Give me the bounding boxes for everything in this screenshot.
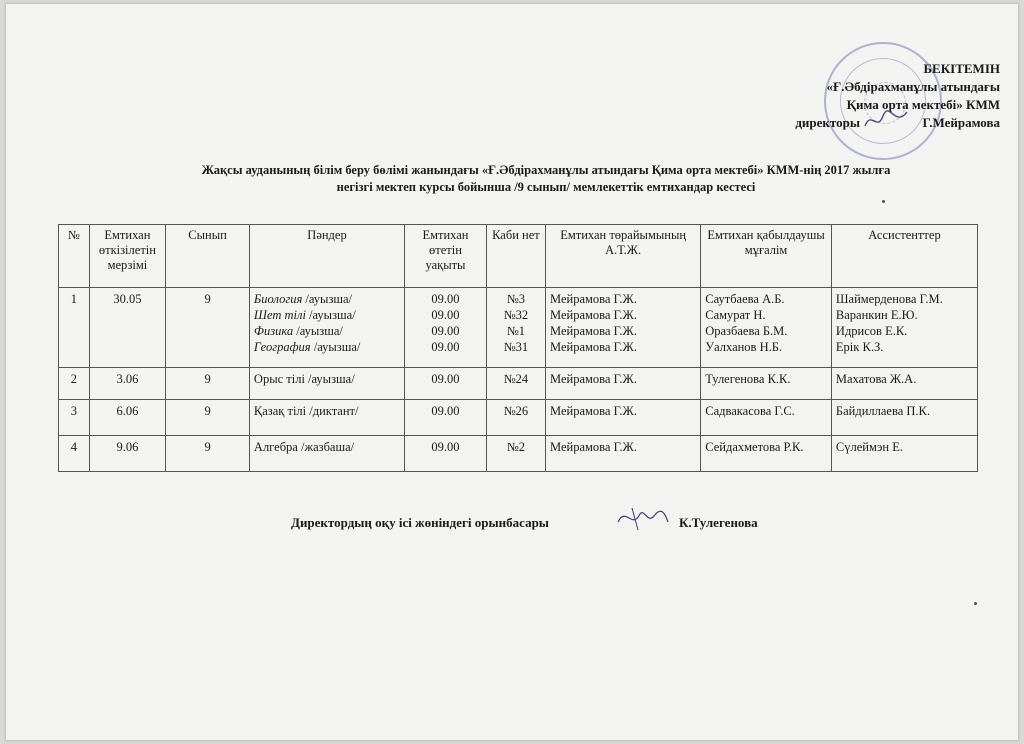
table-header-row bbox=[59, 225, 978, 288]
director-signature bbox=[861, 106, 911, 134]
title-line-2: негізгі мектеп курсы бойынша /9 сынып/ мемлекеттік емтихандар кестесі bbox=[336, 180, 756, 194]
table-row bbox=[59, 368, 978, 400]
assistant-item: Шаймерденова Г.М. bbox=[835, 292, 943, 306]
subject-mode: /ауызша/ bbox=[310, 340, 361, 354]
row-room: №24 bbox=[486, 368, 545, 400]
row-time: 09.00 bbox=[405, 368, 487, 400]
row-number: 3 bbox=[59, 400, 90, 436]
row-chairs bbox=[546, 288, 701, 368]
table-row bbox=[59, 400, 978, 436]
row-teachers bbox=[701, 288, 832, 368]
header-grade: Сынып bbox=[166, 225, 250, 288]
header-teacher: Емтихан қабылдаушы мұғалім bbox=[701, 225, 832, 288]
row-subject: Қазақ тілі /диктант/ bbox=[249, 400, 404, 436]
document-title bbox=[76, 162, 1016, 196]
time-item: 09.00 bbox=[431, 308, 460, 322]
subject-name: Шет тілі bbox=[253, 308, 306, 322]
time-item: 09.00 bbox=[431, 292, 460, 306]
exam-schedule-table bbox=[58, 224, 978, 472]
row-assistant: Сүлеймэн Е. bbox=[831, 436, 977, 472]
assistant-item: Ерік К.З. bbox=[835, 340, 884, 354]
row-date: 30.05 bbox=[89, 288, 166, 368]
header-chair: Емтихан төрайымының А.Т.Ж. bbox=[546, 225, 701, 288]
approval-director-name: Г.Мейрамова bbox=[922, 115, 1000, 130]
subject-mode: /ауызша/ bbox=[293, 324, 343, 338]
row-date: 9.06 bbox=[89, 436, 166, 472]
subject-item bbox=[254, 339, 400, 355]
row-time: 09.00 bbox=[405, 400, 487, 436]
row-grade: 9 bbox=[166, 400, 250, 436]
subject-item bbox=[254, 307, 400, 323]
deputy-director-role: Директордың оқу ісі жөніндегі орынбасары bbox=[291, 515, 549, 530]
row-chair: Мейрамова Г.Ж. bbox=[546, 436, 701, 472]
row-times bbox=[405, 288, 487, 368]
teacher-item: Саутбаева А.Б. bbox=[705, 292, 785, 306]
approval-school-line-2: Қима орта мектебі» КММ bbox=[846, 97, 1000, 112]
teacher-item: Уалханов Н.Б. bbox=[705, 340, 783, 354]
header-date: Емтихан өткізілетін мерзімі bbox=[89, 225, 166, 288]
row-number: 1 bbox=[59, 288, 90, 368]
row-rooms bbox=[486, 288, 545, 368]
header-number: № bbox=[59, 225, 90, 288]
row-chair: Мейрамова Г.Ж. bbox=[546, 368, 701, 400]
chair-item: Мейрамова Г.Ж. bbox=[550, 292, 637, 306]
subject-name: Биология bbox=[253, 292, 303, 306]
title-line-1: Жақсы ауданының білім беру бөлімі жанындағы «Ғ.Әбдірахманұлы атындағы Қима орта мектебі» КММ-нің 2017 жылға bbox=[201, 163, 891, 177]
subject-item bbox=[254, 291, 400, 307]
teacher-item: Самурат Н. bbox=[705, 308, 766, 322]
chair-item: Мейрамова Г.Ж. bbox=[550, 340, 637, 354]
subject-name: Физика bbox=[253, 324, 294, 338]
row-subject: Алгебра /жазбаша/ bbox=[249, 436, 404, 472]
row-room: №26 bbox=[486, 400, 545, 436]
row-teacher: Сейдахметова Р.К. bbox=[701, 436, 832, 472]
row-grade: 9 bbox=[166, 436, 250, 472]
row-assistant: Махатова Ж.А. bbox=[831, 368, 977, 400]
approval-director-role: директоры bbox=[795, 115, 860, 130]
room-item: №31 bbox=[503, 340, 529, 354]
subject-name: География bbox=[253, 340, 311, 354]
assistant-item: Идрисов Е.К. bbox=[835, 324, 908, 338]
deputy-signature bbox=[612, 500, 672, 536]
header-assistants: Ассистенттер bbox=[831, 225, 977, 288]
paper-speck bbox=[974, 602, 977, 605]
row-room: №2 bbox=[486, 436, 545, 472]
deputy-director-name: К.Тулегенова bbox=[679, 515, 758, 530]
row-teacher: Садвакасова Г.С. bbox=[701, 400, 832, 436]
header-time: Емтихан өтетін уақыты bbox=[405, 225, 487, 288]
row-subject: Орыс тілі /ауызша/ bbox=[249, 368, 404, 400]
row-chair: Мейрамова Г.Ж. bbox=[546, 400, 701, 436]
room-item: №3 bbox=[506, 292, 526, 306]
row-number: 4 bbox=[59, 436, 90, 472]
document-page bbox=[6, 4, 1018, 740]
time-item: 09.00 bbox=[431, 324, 460, 338]
row-date: 6.06 bbox=[89, 400, 166, 436]
approval-heading: БЕКІТЕМІН bbox=[923, 61, 1000, 76]
teacher-item: Оразбаева Б.М. bbox=[705, 324, 788, 338]
row-assistant: Байдиллаева П.К. bbox=[831, 400, 977, 436]
header-subjects: Пәндер bbox=[249, 225, 404, 288]
time-item: 09.00 bbox=[431, 340, 460, 354]
row-assistants bbox=[831, 288, 977, 368]
approval-school-line-1: «Ғ.Әбдірахманұлы атындағы bbox=[826, 79, 1000, 94]
chair-item: Мейрамова Г.Ж. bbox=[550, 324, 637, 338]
room-item: №32 bbox=[503, 308, 529, 322]
assistant-item: Варанкин Е.Ю. bbox=[835, 308, 918, 322]
table-row bbox=[59, 288, 978, 368]
row-teacher: Тулегенова К.К. bbox=[701, 368, 832, 400]
subject-item bbox=[254, 323, 400, 339]
row-subjects bbox=[249, 288, 404, 368]
header-room: Каби нет bbox=[486, 225, 545, 288]
table-row bbox=[59, 436, 978, 472]
paper-speck bbox=[882, 200, 885, 203]
room-item: №1 bbox=[506, 324, 526, 338]
row-grade: 9 bbox=[166, 368, 250, 400]
row-grade: 9 bbox=[166, 288, 250, 368]
chair-item: Мейрамова Г.Ж. bbox=[550, 308, 637, 322]
subject-mode: /ауызша/ bbox=[305, 308, 356, 322]
row-number: 2 bbox=[59, 368, 90, 400]
subject-mode: /ауызша/ bbox=[302, 292, 353, 306]
row-time: 09.00 bbox=[405, 436, 487, 472]
row-date: 3.06 bbox=[89, 368, 166, 400]
